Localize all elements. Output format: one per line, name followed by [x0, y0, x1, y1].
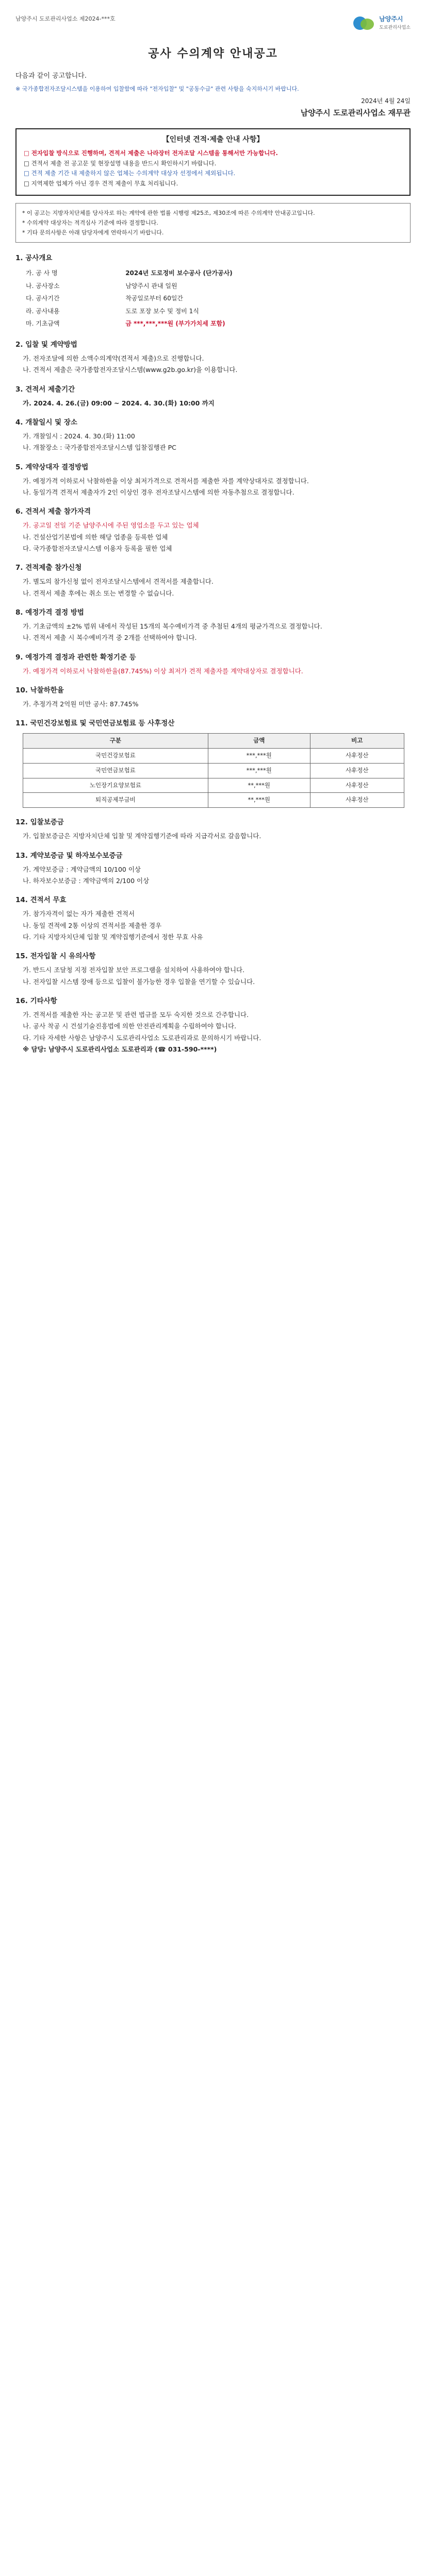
table-cell: 국민건강보험료 [23, 749, 208, 764]
logo [353, 14, 411, 32]
table-cell: 금 ***,***,***원 (부가가치세 포함) [125, 320, 225, 328]
section-line: 가. 입찰보증금은 지방자치단체 입찰 및 계약집행기준에 따라 지급각서로 갈음합니다. [23, 832, 261, 840]
section-line: 나. 동일가격 견적서 제출자가 2인 이상인 경우 전자조달시스템에 의한 자동추첨으로 결정합니다. [23, 488, 294, 496]
section-heading: 14. 견적서 무효 [15, 896, 67, 905]
section-line: 가. 개찰일시 : 2024. 4. 30.(화) 11:00 [23, 432, 135, 440]
table-cell: 노인장기요양보험료 [23, 778, 208, 793]
section-line: 나. 동일 견적에 2통 이상의 견적서를 제출한 경우 [23, 921, 162, 929]
section-heading: 12. 입찰보증금 [15, 818, 64, 827]
overview-table [23, 267, 404, 330]
column-header: 비고 [310, 734, 404, 749]
top-bar [15, 0, 411, 41]
section-line: 가. 참가자격이 없는 자가 제출한 견적서 [23, 910, 135, 918]
section-line: 가. 추정가격 2억원 미만 공사: 87.745% [23, 700, 139, 708]
notice-line: □ 견적서 제출 전 공고문 및 현장설명 내용을 반드시 확인하시기 바랍니다. [24, 159, 217, 167]
section-insurance [15, 718, 411, 808]
section-line: 가. 별도의 참가신청 없이 전자조달시스템에서 견적서를 제출합니다. [23, 578, 214, 586]
section-heading: 1. 공사개요 [15, 254, 53, 263]
section-line: 가. 공고일 전일 기준 남양주시에 주된 영업소를 두고 있는 업체 [23, 521, 199, 530]
section-line: 다. 기타 지방자치단체 입찰 및 계약집행기준에서 정한 무효 사유 [23, 933, 203, 941]
table-row [23, 793, 404, 808]
section-other [15, 996, 411, 1054]
note-line: * 기타 문의사항은 아래 담당자에게 연락하시기 바랍니다. [22, 229, 164, 236]
section-heading: 7. 견적제출 참가신청 [15, 564, 82, 572]
document-reference: 남양주시 도로관리사업소 제2024-***호 [15, 15, 116, 22]
table-cell: 사후정산 [310, 763, 404, 778]
logo-text: 남양주시 [379, 15, 403, 23]
section-heading: 13. 계약보증금 및 하자보수보증금 [15, 851, 123, 860]
section-line: 나. 견적서 제출 후에는 취소 또는 변경할 수 없습니다. [23, 589, 174, 597]
section-heading: 5. 계약상대자 결정방법 [15, 463, 89, 471]
table-row [23, 317, 404, 330]
table-cell: **,***원 [208, 793, 310, 808]
table-cell: 퇴직공제부금비 [23, 793, 208, 808]
section-line: 가. 기초금액의 ±2% 범위 내에서 작성된 15개의 복수예비가격 중 추첨된 4개의 평균가격으로 결정합니다. [23, 622, 322, 630]
section-bid-bond [15, 817, 411, 841]
section-price-criteria [15, 652, 411, 676]
table-cell: ***,***원 [208, 763, 310, 778]
section-line: 가. 반드시 조달청 지정 전자입찰 보안 프로그램을 설치하여 사용하여야 합니다. [23, 966, 245, 974]
section-eligibility [15, 506, 411, 553]
section-price-determination [15, 607, 411, 643]
table-row [23, 305, 404, 318]
table-cell: ***,***원 [208, 749, 310, 764]
table-cell: 사후정산 [310, 793, 404, 808]
contact-line: ※ 담당: 남양주시 도로관리사업소 도로관리과 (☎ 031-590-****) [23, 1045, 217, 1054]
section-line: 다. 기타 자세한 사항은 남양주시 도로관리사업소 도로관리과로 문의하시기 바랍니다. [23, 1033, 261, 1042]
section-line: 가. 2024. 4. 26.(금) 09:00 ~ 2024. 4. 30.(화) 10:00 까지 [23, 399, 215, 407]
section-contractor-selection [15, 462, 411, 498]
section-heading: 2. 입찰 및 계약방법 [15, 341, 77, 349]
notice-line: □ 견적 제출 기간 내 제출하지 않은 업체는 수의계약 대상자 선정에서 제외됩니다. [24, 170, 236, 177]
table-cell: **,***원 [208, 778, 310, 793]
section-bid-method [15, 340, 411, 375]
intro-line: 다음과 같이 공고합니다. [15, 72, 87, 80]
notice-issuer: 남양주시 도로관리사업소 재무관 [300, 108, 411, 117]
note-line: * 수의계약 대상자는 적격심사 기준에 따라 결정합니다. [22, 219, 158, 227]
table-row [23, 778, 404, 793]
table-cell: 착공일로부터 60일간 [125, 295, 184, 302]
section-submission-period [15, 384, 411, 408]
section-lower-limit [15, 685, 411, 709]
section-line: 다. 국가종합전자조달시스템 이용자 등록을 필한 업체 [23, 544, 172, 552]
section-line: 나. 전자입찰 시스템 장애 등으로 입찰이 불가능한 경우 입찰을 연기할 수 있습니다. [23, 977, 255, 986]
section-line: 나. 공사 착공 시 건설기술진흥법에 의한 안전관리계획을 수립하여야 합니다. [23, 1022, 237, 1030]
notice-line: □ 전자입찰 방식으로 진행하며, 견적서 제출은 나라장터 전자조달 시스템을 통해서만 가능합니다. [24, 149, 278, 157]
section-application [15, 563, 411, 598]
column-header: 구분 [23, 734, 208, 749]
section-heading: 8. 예정가격 결정 방법 [15, 608, 84, 617]
table-cell: 라. 공사내용 [26, 307, 60, 315]
section-line: 가. 견적서를 제출한 자는 공고문 및 관련 법규를 모두 숙지한 것으로 간주합니다. [23, 1010, 249, 1019]
section-line: 가. 예정가격 이하로서 낙찰하한율(87.745%) 이상 최저가 견적 제출자를 계약대상자로 결정합니다. [23, 667, 303, 675]
section-line: 나. 개찰장소 : 국가종합전자조달시스템 입찰집행관 PC [23, 444, 176, 452]
section-contract-bond [15, 851, 411, 886]
section-line: 가. 전자조달에 의한 소액수의계약(견적서 제출)으로 진행합니다. [23, 354, 204, 362]
intro-note: ※ 국가종합전자조달시스템을 이용하여 입찰함에 따라 "전자입찰" 및 "공동수급" 관련 사항을 숙지하시기 바랍니다. [15, 86, 299, 93]
section-heading: 10. 낙찰하한율 [15, 686, 64, 694]
section-line: 나. 하자보수보증금 : 계약금액의 2/100 이상 [23, 876, 150, 885]
table-row [23, 280, 404, 293]
section-project-overview [15, 253, 411, 330]
table-cell: 가. 공 사 명 [26, 269, 58, 277]
section-heading: 3. 견적서 제출기간 [15, 385, 75, 394]
table-cell: 국민연금보험료 [23, 763, 208, 778]
logo-icon [353, 15, 376, 31]
section-e-bidding-notes [15, 951, 411, 987]
notice-date: 2024년 4월 24일 [361, 97, 411, 105]
table-cell: 다. 공사기간 [26, 295, 60, 302]
table-header-row [23, 734, 404, 749]
table-row [23, 763, 404, 778]
table-cell: 2024년 도로정비 보수공사 (단가공사) [125, 269, 233, 277]
table-cell: 남양주시 관내 일원 [125, 282, 177, 290]
section-heading: 4. 개찰일시 및 장소 [15, 418, 77, 427]
notice-box-title: 【인터넷 견적·제출 안내 사항】 [162, 135, 264, 144]
table-row [23, 749, 404, 764]
logo-subtext: 도로관리사업소 [379, 25, 411, 31]
notice-box [15, 128, 411, 196]
section-heading: 16. 기타사항 [15, 996, 57, 1005]
insurance-table [23, 733, 404, 808]
notes-box [15, 203, 411, 243]
section-heading: 15. 전자입찰 시 유의사항 [15, 952, 96, 961]
note-line: * 이 공고는 지방자치단체를 당사자로 하는 계약에 관한 법률 시행령 제25조, 제30조에 따른 수의계약 안내공고입니다. [22, 209, 315, 216]
section-opening [15, 417, 411, 453]
table-cell: 사후정산 [310, 778, 404, 793]
table-row [23, 267, 404, 280]
section-line: 나. 견적서 제출 시 복수예비가격 중 2개를 선택하여야 합니다. [23, 634, 197, 642]
section-heading: 11. 국민건강보험료 및 국민연금보험료 등 사후정산 [15, 719, 175, 728]
table-cell: 마. 기초금액 [26, 320, 60, 328]
table-cell: 사후정산 [310, 749, 404, 764]
table-row [23, 292, 404, 305]
table-cell: 도로 포장 보수 및 정비 1식 [125, 307, 199, 315]
table-cell: 나. 공사장소 [26, 282, 60, 290]
section-heading: 6. 견적서 제출 참가자격 [15, 507, 91, 516]
section-line: 가. 예정가격 이하로서 낙찰하한율 이상 최저가격으로 견적서를 제출한 자를 계약상대자로 결정합니다. [23, 477, 309, 485]
section-line: 나. 건설산업기본법에 의한 해당 업종을 등록한 업체 [23, 533, 168, 541]
column-header: 금액 [208, 734, 310, 749]
section-line: 나. 견적서 제출은 국가종합전자조달시스템(www.g2b.go.kr)을 이용합니다. [23, 366, 238, 374]
section-heading: 9. 예정가격 결정과 관련한 확정기준 등 [15, 653, 136, 662]
notice-line: □ 지역제한 업체가 아닌 경우 견적 제출이 무효 처리됩니다. [24, 180, 178, 188]
section-invalid-quotes [15, 895, 411, 942]
page-title: 공사 수의계약 안내공고 [148, 47, 278, 60]
section-line: 가. 계약보증금 : 계약금액의 10/100 이상 [23, 865, 141, 873]
